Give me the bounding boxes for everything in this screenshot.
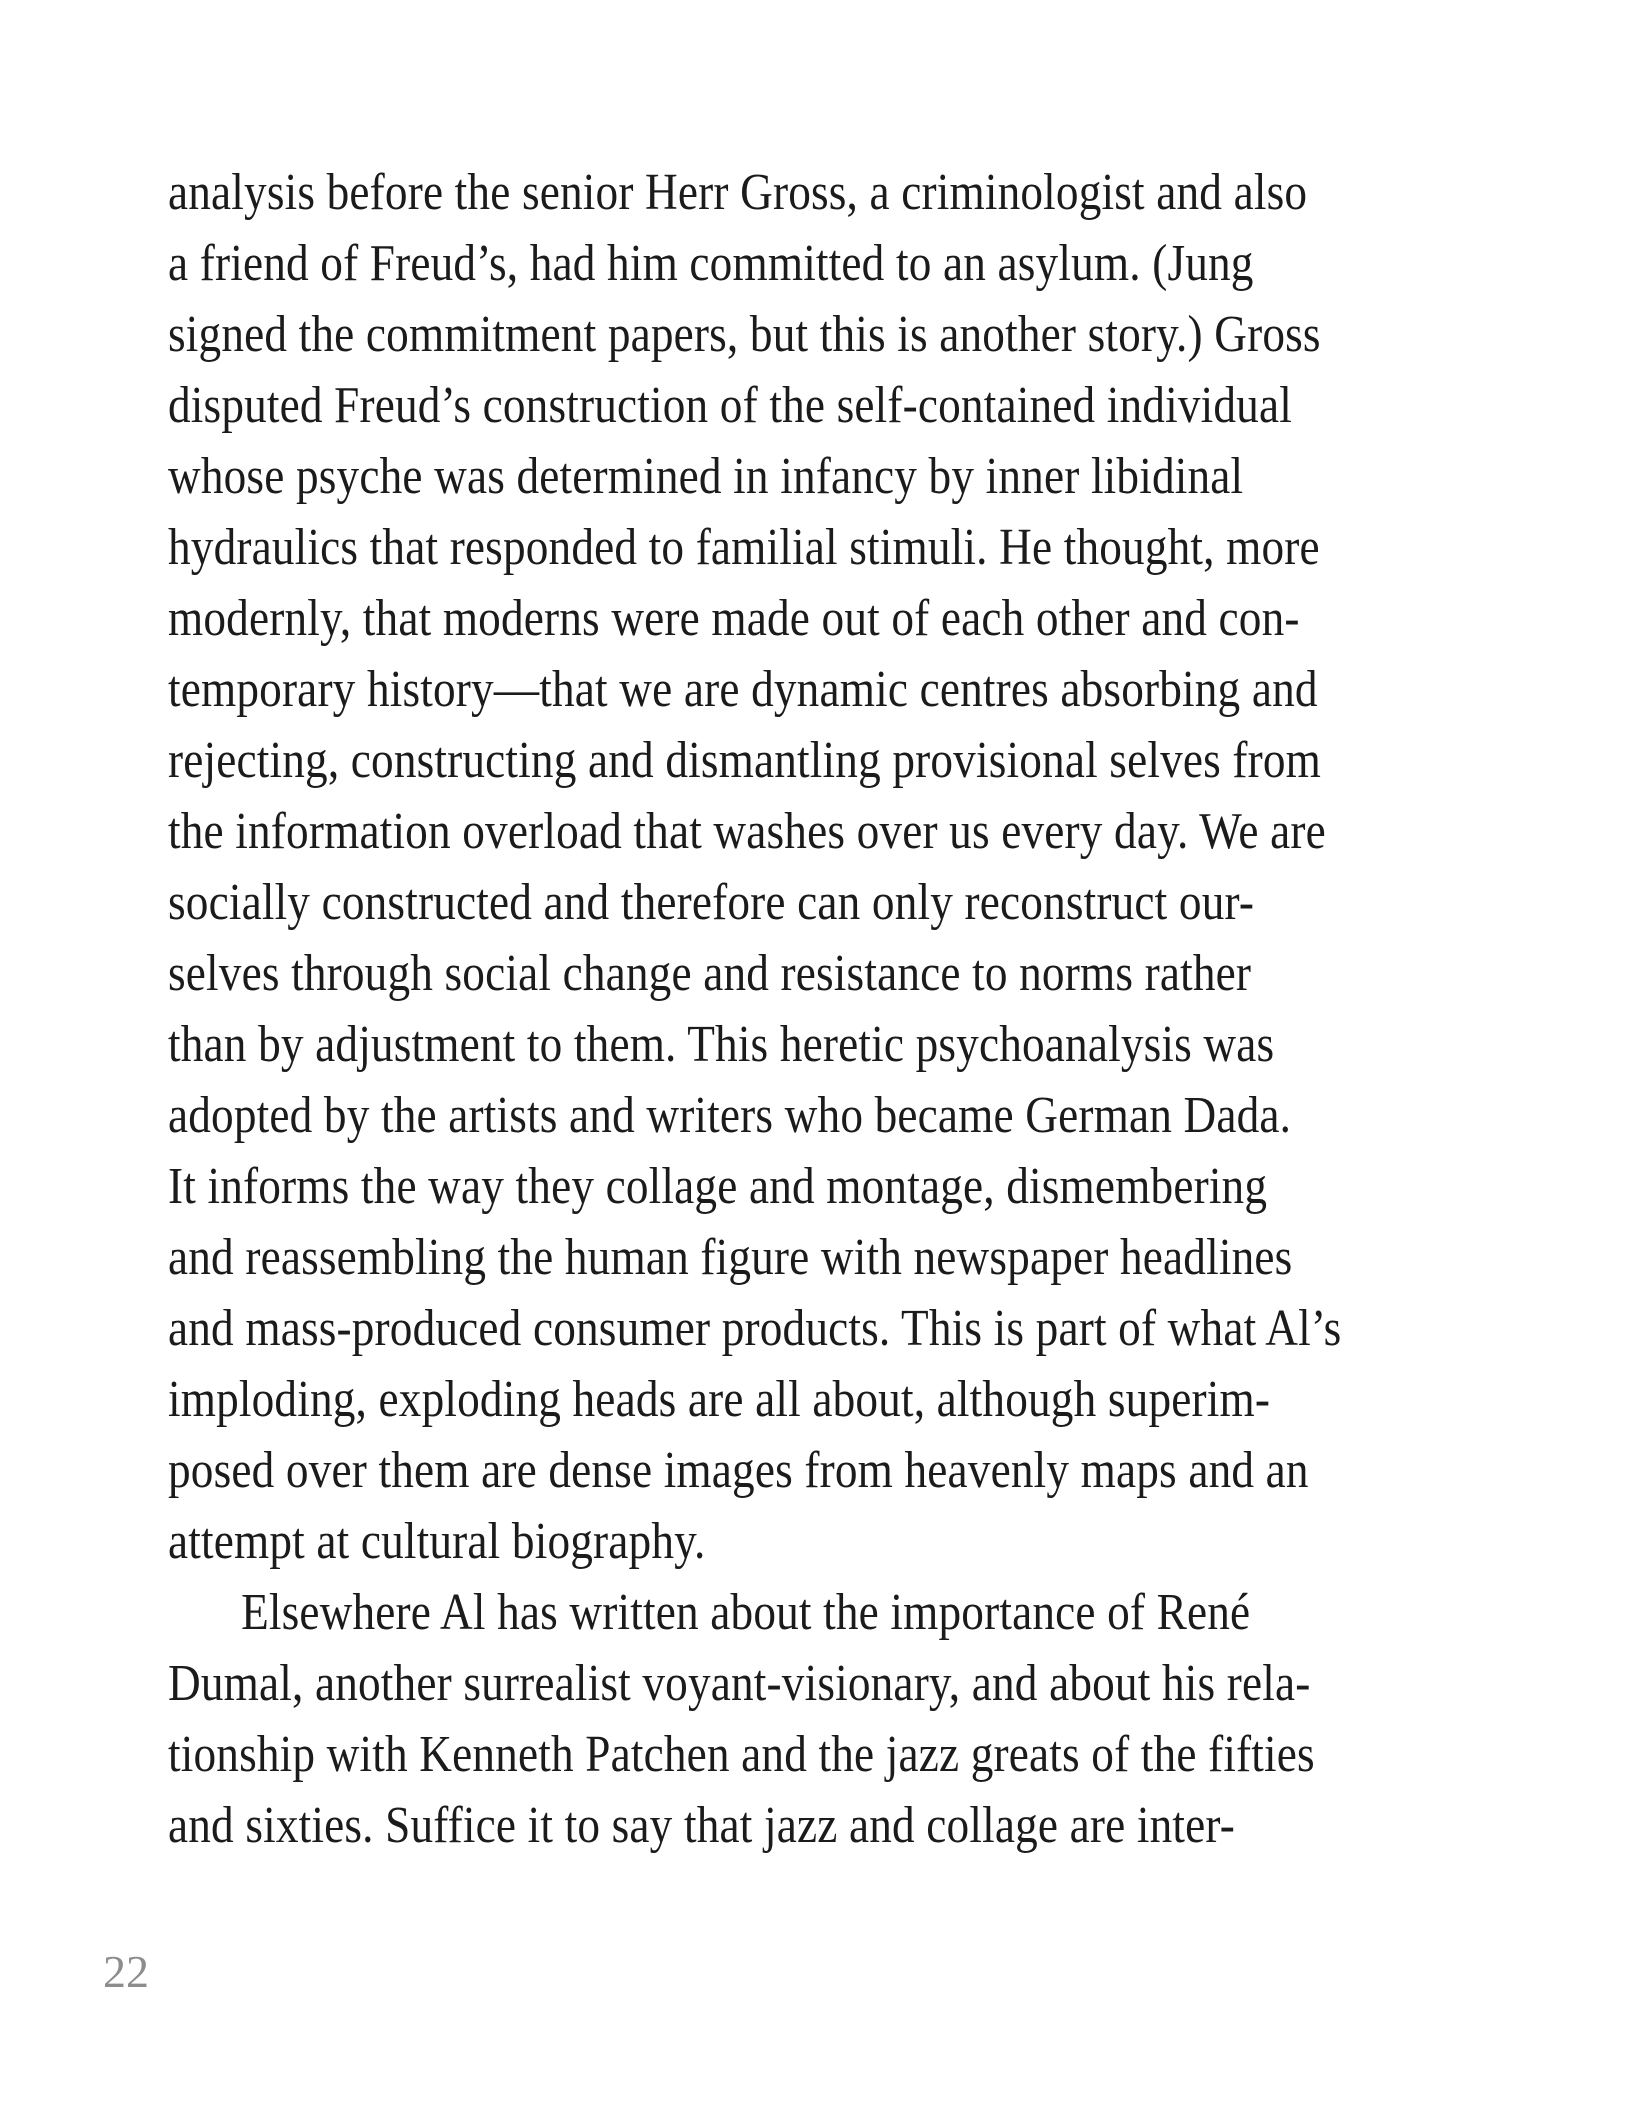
text-line: imploding, exploding heads are all about, although superim- [168,1371,1271,1428]
text-line: and sixties. Suffice it to say that jazz and collage are inter- [168,1797,1235,1854]
text-line: posed over them are dense images from heavenly maps and an [168,1442,1309,1499]
text-line: and reassembling the human figure with newspaper headlines [168,1229,1293,1286]
text-line: adopted by the artists and writers who became German Dada. [168,1087,1292,1144]
text-line: disputed Freud’s construction of the self-contained individual [168,377,1292,434]
text-line: rejecting, constructing and dismantling provisional selves from [168,732,1322,789]
text-line: signed the commitment papers, but this is another story.) Gross [168,306,1321,363]
body-text [168,157,1341,1861]
text-line: Elsewhere Al has written about the importance of René [241,1584,1251,1641]
text-line: temporary history—that we are dynamic centres absorbing and [168,661,1318,718]
text-line: hydraulics that responded to familial stimuli. He thought, more [168,519,1320,576]
text-line: socially constructed and therefore can only reconstruct our- [168,874,1255,931]
text-line: selves through social change and resistance to norms rather [168,945,1252,1002]
text-line: modernly, that moderns were made out of each other and con- [168,590,1300,647]
text-line: Dumal, another surrealist voyant-visionary, and about his rela- [168,1655,1311,1712]
text-line: analysis before the senior Herr Gross, a criminologist and also [168,164,1308,221]
text-line: the information overload that washes over us every day. We are [168,803,1326,860]
text-line: It informs the way they collage and montage, dismembering [168,1158,1268,1215]
paragraph-2 [168,1577,1341,1861]
text-line: attempt at cultural biography. [168,1513,706,1570]
text-line: a friend of Freud’s, had him committed to an asylum. (Jung [168,235,1254,292]
paragraph-1 [168,157,1341,1577]
text-line: whose psyche was determined in infancy by inner libidinal [168,448,1244,505]
page-number: 22 [103,1946,149,1997]
text-line: than by adjustment to them. This heretic psychoanalysis was [168,1016,1275,1073]
text-line: and mass-produced consumer products. This is part of what Al’s [168,1300,1342,1357]
text-line: tionship with Kenneth Patchen and the jazz greats of the fifties [168,1726,1315,1783]
